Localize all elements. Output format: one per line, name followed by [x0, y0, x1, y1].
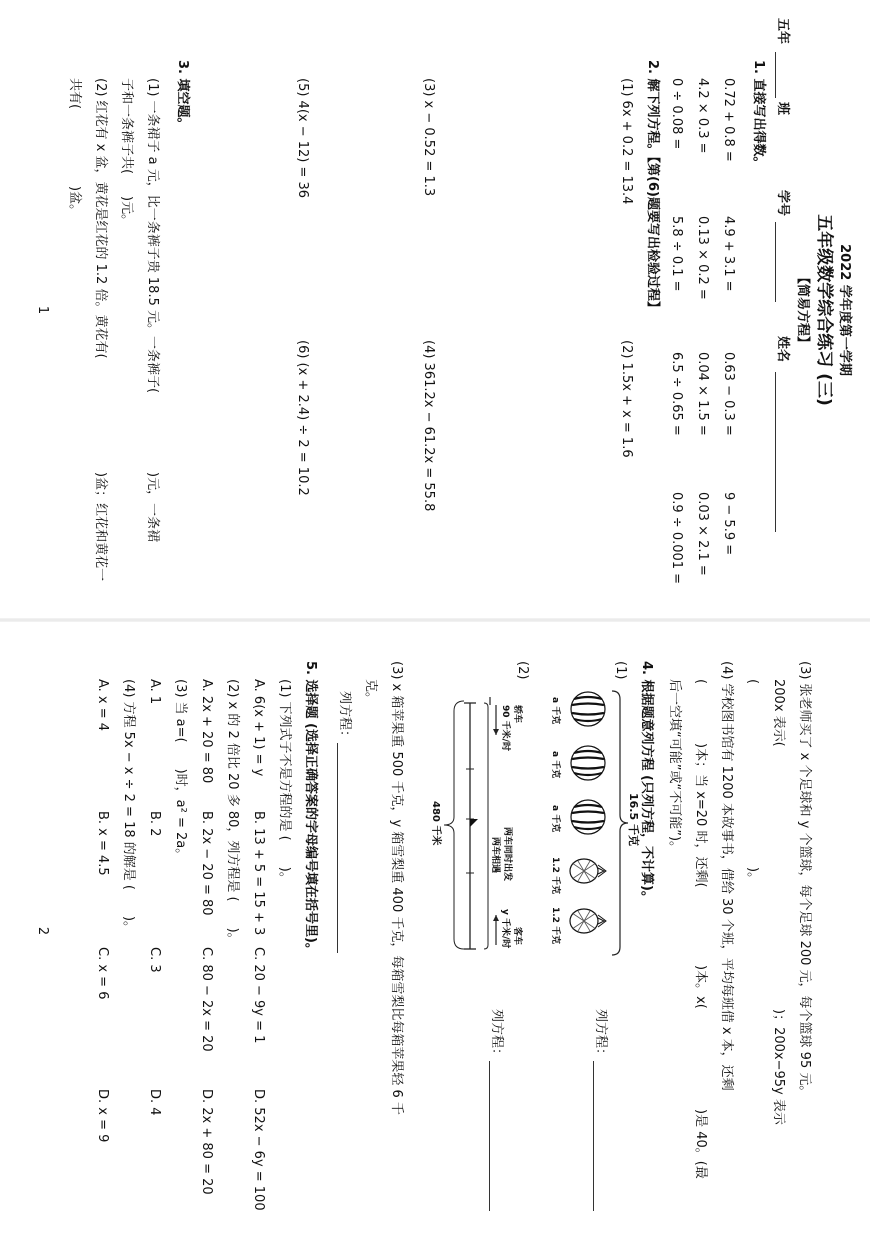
q1-cell: 0.04 × 1.5 =: [695, 352, 710, 436]
q3-item4-text: )本；当 x=20 时，还剩(: [693, 743, 708, 888]
q3-item1-text: )元。: [119, 196, 134, 228]
choice-option[interactable]: D. x = 9: [95, 1089, 110, 1143]
q3-item2-text: 共有(: [67, 78, 82, 110]
choice-option[interactable]: D. 4: [147, 1089, 162, 1116]
watermelon-icon: [571, 746, 605, 780]
total-weight-label: 16.5 千克: [627, 793, 640, 846]
q3-item3-text: 200x 表示(: [771, 679, 786, 747]
choice-stem: (2) x 的 2 倍比 20 多 80，列方程是 ( )。: [225, 679, 240, 946]
choice-option[interactable]: C. 3: [147, 947, 162, 973]
q3-heading: 3. 填空题。: [175, 60, 190, 131]
q3-item4-text: )本。x(: [693, 965, 708, 1009]
q1-cell: 9 − 5.9 =: [721, 492, 736, 556]
page-title: 五年级数学综合练习 (三): [814, 214, 834, 406]
meet-note: 两车相遇: [490, 837, 500, 874]
q1-heading: 1. 直接写出得数。: [751, 60, 766, 170]
choice-stem: (1) 下列式子不是方程的是 ( )。: [277, 679, 292, 885]
fruit-weight-figure: [538, 683, 638, 963]
q5-heading: 5. 选择题 (选择正确答案的字母编号填在括号里)。: [303, 661, 318, 956]
choice-option[interactable]: D. 52x − 6y = 100: [251, 1089, 266, 1211]
q1-cell: 0.03 × 2.1 =: [695, 492, 710, 576]
q3-item4-text: 后一空填“可能”或“不可能”)。: [667, 679, 682, 855]
choice-option[interactable]: A. x = 4: [95, 679, 110, 732]
equation-label: 列方程：: [593, 1009, 608, 1062]
q3-item2-text: )盆。: [67, 186, 82, 218]
q3-item2-text: (2) 红花有 x 盆，黄花是红花的 1.2 倍。黄花有(: [93, 78, 108, 359]
car-a-label: 轿车: [512, 705, 522, 724]
choice-option[interactable]: B. x = 4.5: [95, 811, 110, 876]
choice-option[interactable]: B. 13 + 5 = 15 + 3: [251, 811, 266, 936]
equation-label: 列方程：: [489, 1009, 504, 1062]
choice-option[interactable]: B. 2x − 20 = 80: [199, 811, 214, 916]
choice-option[interactable]: A. 6(x + 1) = y: [251, 679, 266, 777]
q1-cell: 4.9 + 3.1 =: [721, 216, 736, 292]
id-blank[interactable]: [775, 222, 776, 302]
q3-item3-text: )。: [745, 867, 760, 886]
equation-blank[interactable]: [489, 1061, 490, 1211]
name-label: 姓名: [775, 336, 790, 363]
q1-cell: 0.72 + 0.8 =: [721, 78, 736, 162]
car-a-speed: 90 千米/时: [500, 705, 510, 751]
q3-item4-text: (4) 学校图书馆有 1200 本故事书，借给 30 个班，平均每班借 x 本，还剩: [719, 661, 734, 1091]
q3-item3-text: (: [745, 679, 760, 685]
choice-stem: (4) 方程 5x − x ÷ 2 = 18 的解是 ( )。: [121, 679, 136, 935]
melon-weight-label: a 千克: [550, 805, 560, 833]
watermelon-icon: [571, 692, 605, 726]
equation-item: (4) 361.2x − 61.2x = 55.8: [421, 340, 436, 512]
equation-blank[interactable]: [337, 743, 338, 953]
class-blank[interactable]: [775, 52, 776, 98]
equation-item: (2) 1.5x + x = 1.6: [619, 340, 634, 458]
q3-item2-text: )盆；红花和黄花一: [93, 472, 108, 582]
page-subtitle: 【简易方程】: [795, 270, 810, 350]
q4-item2-label: (2): [515, 661, 530, 680]
choice-option[interactable]: A. 2x + 20 = 80: [199, 679, 214, 784]
q3-item1-text: )元，一条裙: [145, 472, 160, 543]
q3-item3-text: )；200x−95y 表示: [771, 1009, 786, 1125]
choice-option[interactable]: C. 20 − 9y = 1: [251, 947, 266, 1044]
q1-cell: 0.13 × 0.2 =: [695, 216, 710, 300]
equation-label: 列方程：: [337, 691, 352, 744]
watermelon-icon: [571, 800, 605, 834]
q1-cell: 0.63 − 0.3 =: [721, 352, 736, 436]
q4-item3-text: 克。: [363, 679, 378, 706]
q4-item3-text: (3) x 箱苹果重 500 千克，y 箱雪梨重 400 千克，每箱雪梨比每箱苹果轻 6 千: [389, 661, 404, 1115]
choice-option[interactable]: D. 2x + 80 = 20: [199, 1089, 214, 1195]
q1-cell: 0.9 ÷ 0.001 =: [669, 492, 684, 585]
q1-cell: 5.8 ÷ 0.1 =: [669, 216, 684, 292]
car-meeting-figure: [416, 677, 524, 977]
choice-option[interactable]: C. x = 6: [95, 947, 110, 1000]
melon-weight-label: a 千克: [550, 751, 560, 779]
school-year: 2022 学年度第一学期: [837, 244, 852, 376]
equation-item: (3) x − 0.52 = 1.3: [421, 78, 436, 197]
page-number: 1: [35, 305, 50, 315]
class-suffix: 班: [775, 102, 790, 116]
pineapple-icon: [570, 909, 606, 933]
car-b-speed: y 千米/时: [500, 909, 510, 949]
choice-stem: (3) 当 a=( )时，a² = 2a。: [173, 679, 188, 862]
pineapple-icon: [570, 859, 606, 883]
name-blank[interactable]: [775, 372, 776, 532]
fruit-icons: [564, 689, 608, 949]
id-label: 学号: [775, 190, 790, 217]
start-note: 两车同时出发: [502, 827, 512, 882]
pineapple-weight-label: 1.2 千克: [550, 857, 560, 895]
equation-item: (6) (x + 2.4) ÷ 2 = 10.2: [295, 340, 310, 496]
distance-label: 480 千米: [430, 801, 441, 846]
q3-item4-text: )是 40。(最: [693, 1109, 708, 1179]
equation-item: (5) 4(x − 12) = 36: [295, 78, 310, 199]
page-2: [0, 621, 870, 1242]
pineapple-weight-label: 1.2 千克: [550, 907, 560, 945]
q4-heading: 4. 根据题意列方程 (只列方程，不计算)。: [639, 661, 654, 904]
q1-cell: 0 ÷ 0.08 =: [669, 78, 684, 150]
q3-item1-text: 子和一条裤子共(: [119, 78, 134, 175]
q4-item1-label: (1): [613, 661, 628, 680]
q1-cell: 6.5 ÷ 0.65 =: [669, 352, 684, 436]
melon-weight-label: a 千克: [550, 697, 560, 725]
equation-blank[interactable]: [593, 1061, 594, 1211]
q3-item3-text: (3) 张老师买了 x 个足球和 y 个篮球，每个足球 200 元，每个篮球 95 元。: [797, 661, 812, 1099]
class-label: 五年: [775, 18, 790, 45]
page-number: 2: [35, 926, 50, 936]
choice-option[interactable]: B. 2: [147, 811, 162, 837]
q1-cell: 4.2 × 0.3 =: [695, 78, 710, 154]
q3-item4-text: (: [693, 679, 708, 685]
choice-option[interactable]: A. 1: [147, 679, 162, 705]
q3-item1-text: (1) 一条裙子 a 元，比一条裤子贵 18.5 元。一条裤子(: [145, 78, 160, 394]
car-b-label: 客车: [512, 927, 522, 946]
choice-option[interactable]: C. 80 − 2x = 20: [199, 947, 214, 1052]
q2-heading: 2. 解下列方程。【第(6)题要写出检验过程】: [645, 60, 660, 314]
equation-item: (1) 6x + 0.2 = 13.4: [619, 78, 634, 205]
